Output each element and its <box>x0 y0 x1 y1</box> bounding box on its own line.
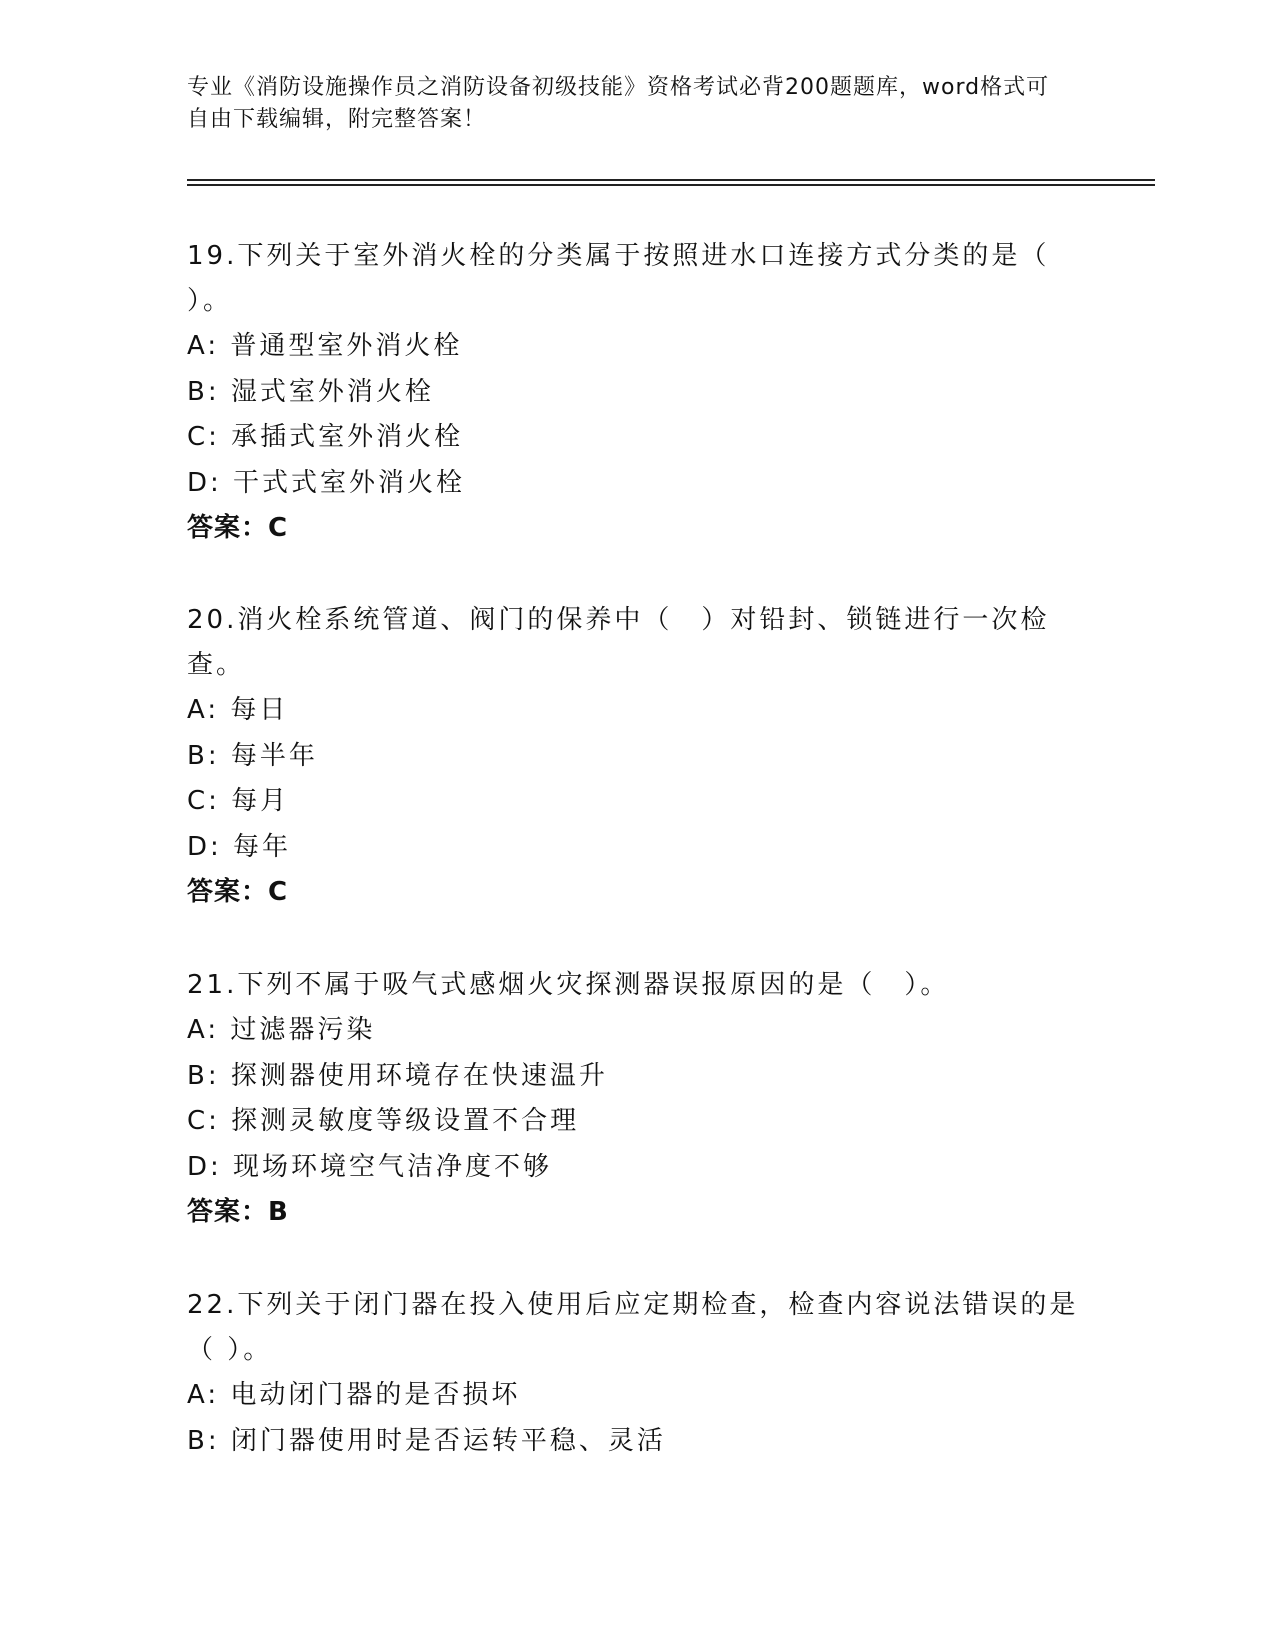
option-a: A: 普通型室外消火栓 <box>187 331 463 361</box>
question-stem: 19.下列关于室外消火栓的分类属于按照进水口连接方式分类的是（ ）。 <box>187 241 1050 316</box>
answer: 答案：C <box>187 877 289 907</box>
option-a: A: 电动闭门器的是否损坏 <box>187 1380 521 1410</box>
question-19 <box>187 234 1087 551</box>
option-b: B: 每半年 <box>187 740 318 771</box>
question-21 <box>187 963 1087 1235</box>
option-c: C: 每月 <box>187 786 290 816</box>
option-c: C: 探测灵敏度等级设置不合理 <box>187 1106 580 1136</box>
question-stem: 21.下列不属于吸气式感烟火灾探测器误报原因的是（ ）。 <box>187 970 950 1000</box>
option-a: A: 过滤器污染 <box>187 1015 376 1045</box>
question-20 <box>187 598 1087 915</box>
header-divider-top <box>187 179 1155 181</box>
option-d: D: 每年 <box>187 831 292 862</box>
option-a: A: 每日 <box>187 695 289 725</box>
question-stem: 20.消火栓系统管道、阀门的保养中（ ）对铅封、锁链进行一次检查。 <box>187 605 1050 680</box>
option-b: B: 探测器使用环境存在快速温升 <box>187 1060 608 1091</box>
document-header: 专业《消防设施操作员之消防设备初级技能》资格考试必背200题题库，word格式可自由下载编辑，附完整答案！ <box>187 75 1050 132</box>
option-b: B: 湿式室外消火栓 <box>187 376 434 407</box>
answer: 答案：B <box>187 1197 289 1227</box>
question-stem: 22.下列关于闭门器在投入使用后应定期检查，检查内容说法错误的是（ ）。 <box>187 1290 1079 1365</box>
option-c: C: 承插式室外消火栓 <box>187 422 464 452</box>
answer: 答案：C <box>187 513 289 543</box>
option-d: D: 现场环境空气洁净度不够 <box>187 1151 553 1182</box>
header-divider-bottom <box>187 184 1155 186</box>
question-22 <box>187 1283 1087 1464</box>
option-d: D: 干式式室外消火栓 <box>187 467 466 498</box>
option-b: B: 闭门器使用时是否运转平稳、灵活 <box>187 1425 666 1456</box>
